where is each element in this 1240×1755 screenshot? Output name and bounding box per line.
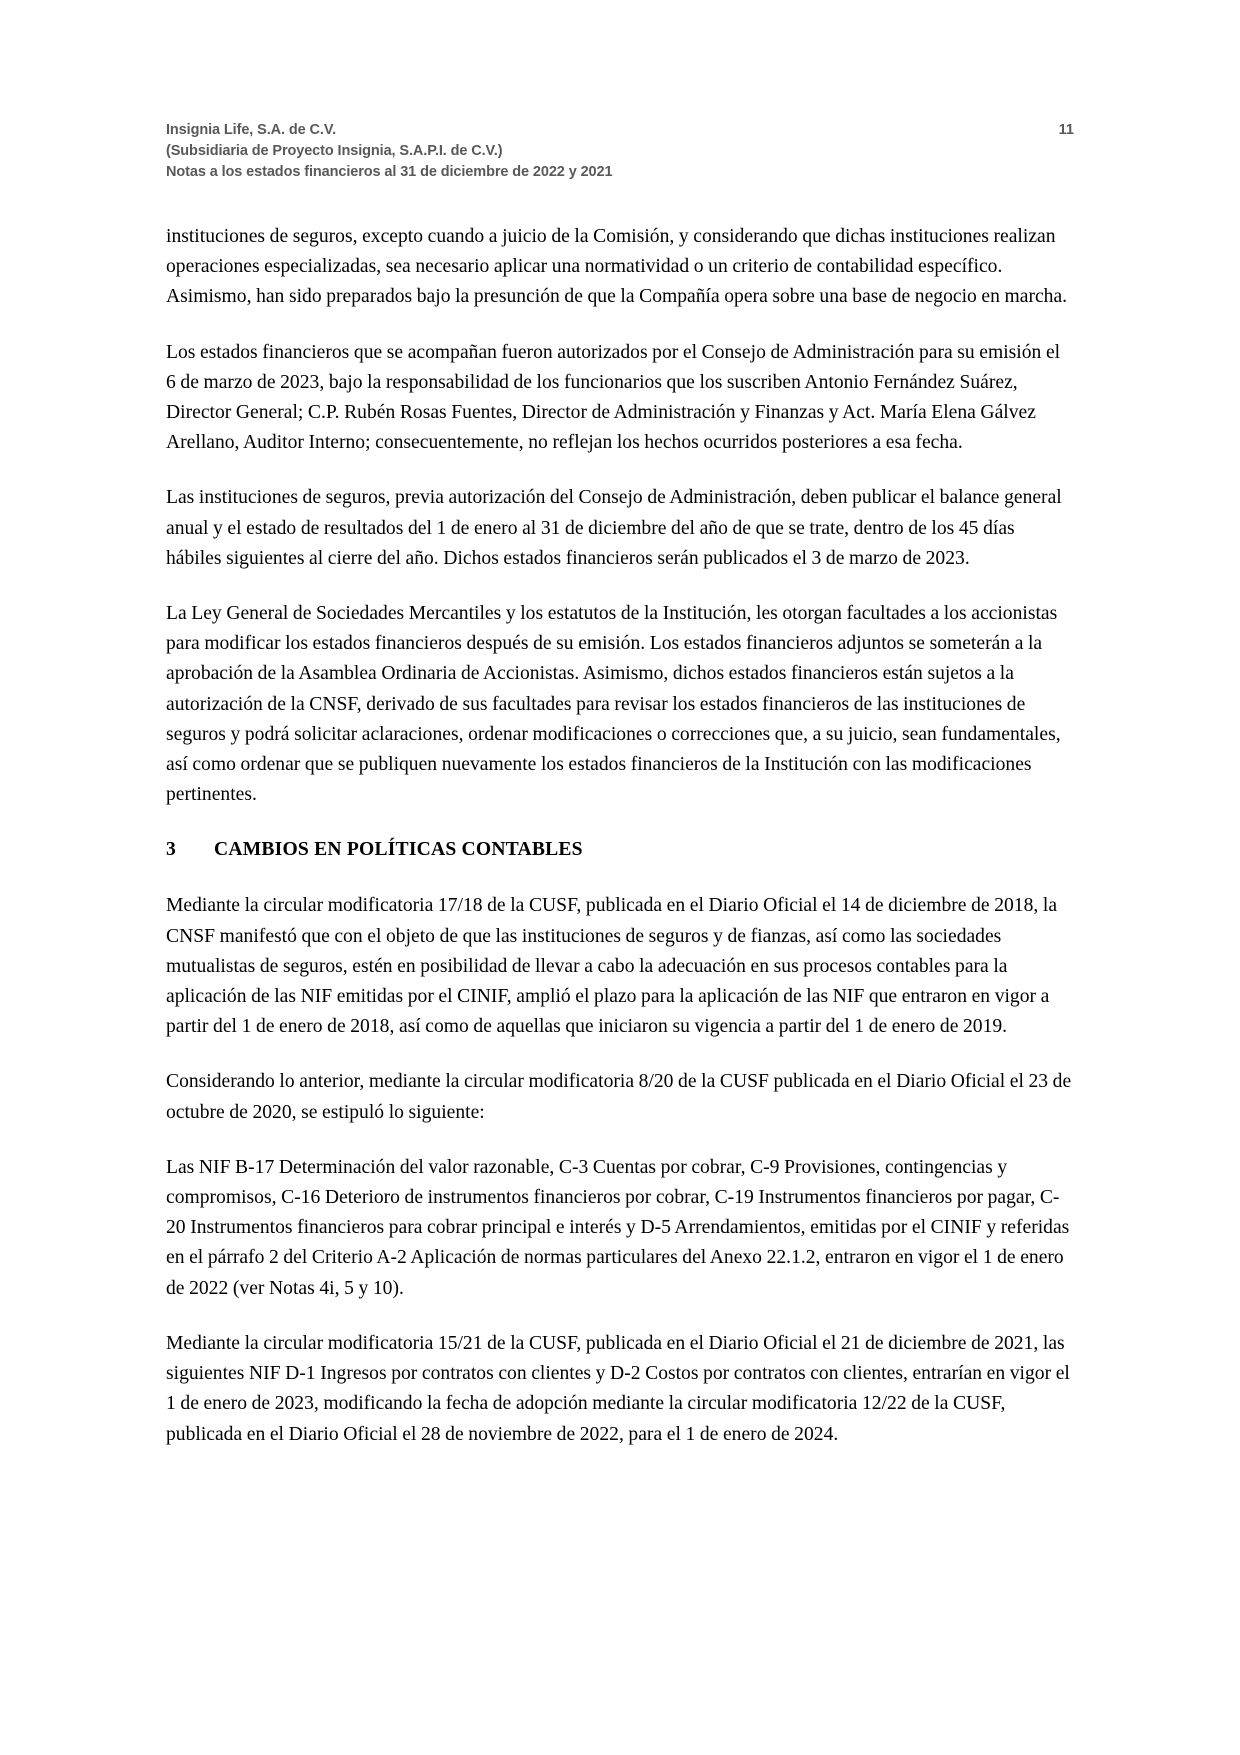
paragraph-nif-b17: Las NIF B-17 Determinación del valor razonable, C-3 Cuentas por cobrar, C-9 Provisiones, contingencias y compromisos, C-16 Deterioro de instrumentos financieros por cobrar, C-19 Instrumentos financieros por pagar, C-20 Instrumentos financieros para cobrar principal e interés y D-5 Arrendamientos, emitidas por el CINIF y referidas en el párrafo 2 del Criterio A-2 Aplicación de normas particulares del Anexo 22.1.2, entraron en vigor el 1 de enero de 2022 (ver Notas 4i, 5 y 10).: [166, 1156, 1070, 1299]
header-subsidiary-name: (Subsidiaria de Proyecto Insignia, S.A.P.I. de C.V.): [166, 143, 503, 159]
paragraph-publicacion-balance: Las instituciones de seguros, previa autorización del Consejo de Administración, deben publicar el balance general anual y el estado de resultados del 1 de enero al 31 de diciembre del año de que se trate, dentro de los 45 días hábiles siguientes al cierre del año. Dichos estados financieros serán publicados el 3 de marzo de 2023.: [166, 487, 1062, 569]
section-heading-cambios-politicas-contables: [166, 835, 1074, 865]
paragraph-circular-17-18: Mediante la circular modificatoria 17/18 de la CUSF, publicada en el Diario Oficial el 14 de diciembre de 2018, la CNSF manifestó que con el objeto de que las instituciones de seguros y de fianzas, así como las sociedades mutualistas de seguros, estén en posibilidad de llevar a cabo la adecuación en sus procesos contables para la aplicación de las NIF emitidas por el CINIF, amplió el plazo para la aplicación de las NIF que entraron en vigor a partir del 1 de enero de 2018, así como de aquellas que iniciaron su vigencia a partir del 1 de enero de 2019.: [166, 895, 1058, 1038]
header-entity-block: [166, 120, 612, 183]
section-number: 3: [166, 839, 176, 861]
paragraph-circular-8-20: Considerando lo anterior, mediante la circular modificatoria 8/20 de la CUSF publicada en el Diario Oficial el 23 de octubre de 2020, se estipuló lo siguiente:: [166, 1071, 1072, 1123]
paragraph-ley-general-sociedades: La Ley General de Sociedades Mercantiles y los estatutos de la Institución, les otorgan facultades a los accionistas para modificar los estados financieros después de su emisión. Los estados financieros adjuntos se someterán a la aprobación de la Asamblea Ordinaria de Accionistas. Asimismo, dichos estados financieros están sujetos a la autorización de la CNSF, derivado de sus facultades para revisar los estados financieros de las instituciones de seguros y podrá solicitar aclaraciones, ordenar modificaciones o correcciones que, a su juicio, sean fundamentales, así como ordenar que se publiquen nuevamente los estados financieros de la Institución con las modificaciones pertinentes.: [166, 603, 1061, 806]
paragraph-estados-financieros-autorizados: Los estados financieros que se acompañan fueron autorizados por el Consejo de Administración para su emisión el 6 de marzo de 2023, bajo la responsabilidad de los funcionarios que los suscriben Antonio Fernández Suárez, Director General; C.P. Rubén Rosas Fuentes, Director de Administración y Finanzas y Act. María Elena Gálvez Arellano, Auditor Interno; consecuentemente, no reflejan los hechos ocurridos posteriores a esa fecha.: [166, 341, 1061, 454]
document-body: [166, 222, 1074, 1475]
page-header: [166, 120, 1074, 183]
header-document-title: Notas a los estados financieros al 31 de diciembre de 2022 y 2021: [166, 164, 613, 180]
page-number: 11: [1058, 122, 1074, 138]
paragraph-instituciones-seguros: instituciones de seguros, excepto cuando a juicio de la Comisión, y considerando que dichas instituciones realizan operaciones especializadas, sea necesario aplicar una normatividad o un criterio de contabilidad específico. Asimismo, han sido preparados bajo la presunción de que la Compañía opera sobre una base de negocio en marcha.: [166, 226, 1068, 308]
header-company-name: Insignia Life, S.A. de C.V.: [166, 122, 336, 138]
paragraph-circular-15-21: Mediante la circular modificatoria 15/21 de la CUSF, publicada en el Diario Oficial el 21 de diciembre de 2021, las siguientes NIF D-1 Ingresos por contratos con clientes y D-2 Costos por contratos con clientes, entrarían en vigor el 1 de enero de 2023, modificando la fecha de adopción mediante la circular modificatoria 12/22 de la CUSF, publicada en el Diario Oficial el 28 de noviembre de 2022, para el 1 de enero de 2024.: [166, 1332, 1070, 1445]
section-title: CAMBIOS EN POLÍTICAS CONTABLES: [214, 839, 583, 861]
